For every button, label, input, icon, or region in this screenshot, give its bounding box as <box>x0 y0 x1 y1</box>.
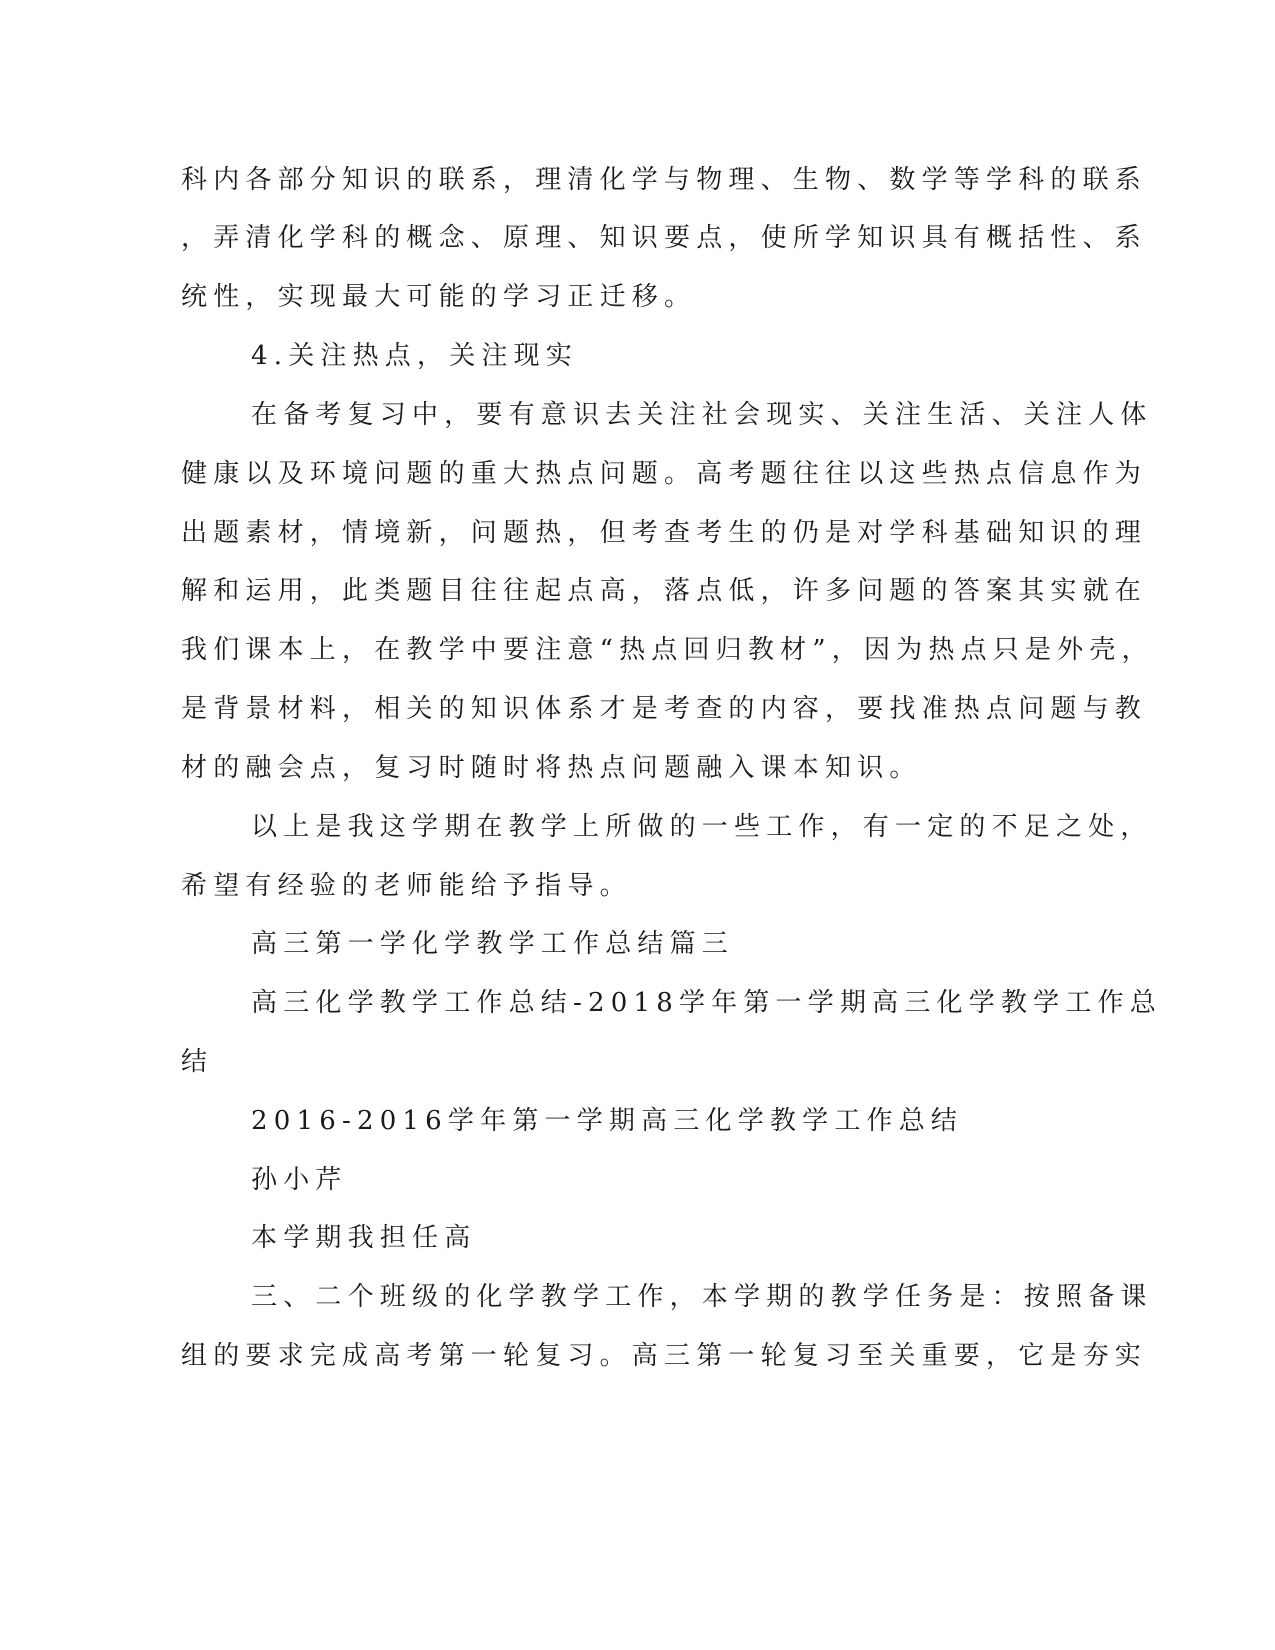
body-text-line: 材的融会点，复习时随时将热点问题融入课本知识。 <box>181 753 922 783</box>
body-text-line: 我们课本上，在教学中要注意“热点回归教材”，因为热点只是外壳， <box>181 635 1154 665</box>
section-heading: 高三第一学化学教学工作总结篇三 <box>251 929 735 959</box>
author-name: 孙小芹 <box>251 1165 348 1195</box>
body-text-line: ，弄清化学科的概念、原理、知识要点，使所学知识具有概括性、系 <box>181 223 1148 253</box>
body-text-line: 科内各部分知识的联系，理清化学与物理、生物、数学等学科的联系 <box>181 165 1148 195</box>
document-title: 2016-2016学年第一学期高三化学教学工作总结 <box>251 1106 964 1136</box>
body-text-line: 本学期我担任高 <box>251 1223 477 1253</box>
body-text-line: 三、二个班级的化学教学工作，本学期的教学任务是：按照备课 <box>251 1282 1153 1312</box>
section-title: 高三化学教学工作总结-2018学年第一学期高三化学教学工作总 <box>251 988 1162 1018</box>
body-text-line: 在备考复习中，要有意识去关注社会现实、关注生活、关注人体 <box>251 400 1153 430</box>
body-text-line: 出题素材，情境新，问题热，但考查考生的仍是对学科基础知识的理 <box>181 518 1148 548</box>
section-title: 结 <box>181 1047 214 1077</box>
section-heading: 4.关注热点，关注现实 <box>251 341 579 371</box>
body-text-line: 希望有经验的老师能给予指导。 <box>181 871 632 901</box>
body-text-line: 组的要求完成高考第一轮复习。高三第一轮复习至关重要，它是夯实 <box>181 1341 1148 1371</box>
body-text-line: 健康以及环境问题的重大热点问题。高考题往往以这些热点信息作为 <box>181 459 1148 489</box>
body-text-line: 以上是我这学期在教学上所做的一些工作，有一定的不足之处， <box>251 812 1153 842</box>
body-text-line: 统性，实现最大可能的学习正迁移。 <box>181 282 697 312</box>
body-text-line: 解和运用，此类题目往往起点高，落点低，许多问题的答案其实就在 <box>181 576 1148 606</box>
body-text-line: 是背景材料，相关的知识体系才是考查的内容，要找准热点问题与教 <box>181 694 1148 724</box>
